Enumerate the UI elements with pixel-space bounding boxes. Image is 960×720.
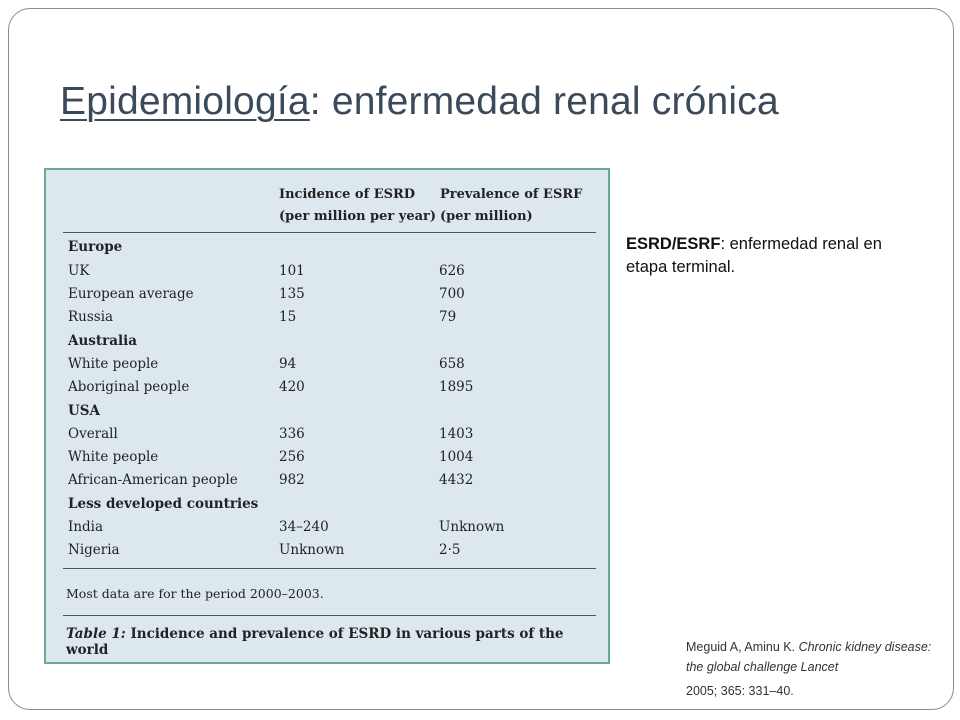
header-divider xyxy=(63,232,596,233)
row-label: Aboriginal people xyxy=(68,379,190,395)
prevalence-value: 4432 xyxy=(439,472,474,488)
ref-authors: Meguid A, Aminu K. xyxy=(686,640,799,654)
row-label: Less developed countries xyxy=(68,496,259,512)
row-label: Russia xyxy=(68,309,114,325)
prevalence-value: Unknown xyxy=(439,519,505,535)
row-label: UK xyxy=(68,263,90,279)
ref-details: 2005; 365: 331–40. xyxy=(686,684,794,698)
incidence-value: 256 xyxy=(279,449,305,465)
incidence-value: Unknown xyxy=(279,542,345,558)
header-prevalence-line1: Prevalence of ESRF xyxy=(440,187,583,202)
prevalence-value: 626 xyxy=(439,263,465,279)
caption-label: Table 1: xyxy=(66,626,126,642)
incidence-value: 94 xyxy=(279,356,297,372)
slide-title xyxy=(60,80,779,124)
row-label: Overall xyxy=(68,426,118,442)
header-incidence xyxy=(279,184,436,228)
incidence-value: 135 xyxy=(279,286,305,302)
row-label: India xyxy=(68,519,104,535)
row-label: White people xyxy=(68,449,159,465)
incidence-value: 34–240 xyxy=(279,519,329,535)
row-label: European average xyxy=(68,286,194,302)
incidence-value: 982 xyxy=(279,472,305,488)
table-footnote: Most data are for the period 2000–2003. xyxy=(66,586,324,601)
prevalence-value: 658 xyxy=(439,356,465,372)
note-definition: : enfermedad renal en etapa terminal. xyxy=(626,235,882,276)
table-bottom-divider xyxy=(63,568,596,569)
note-term: ESRD/ESRF xyxy=(626,235,721,253)
caption-divider xyxy=(63,615,596,616)
prevalence-value: 2·5 xyxy=(439,542,461,558)
row-label: USA xyxy=(68,403,100,419)
title-underlined: Epidemiología xyxy=(60,80,310,123)
ref-title: Chronic kidney disease: the global challenge Lancet xyxy=(686,640,932,674)
abbreviation-note xyxy=(626,233,886,279)
header-incidence-line1: Incidence of ESRD xyxy=(279,187,416,202)
caption-text: Incidence and prevalence of ESRD in various parts of the world xyxy=(66,626,564,658)
incidence-value: 336 xyxy=(279,426,305,442)
title-rest: : enfermedad renal crónica xyxy=(309,80,779,123)
row-label: Australia xyxy=(68,333,137,349)
prevalence-value: 1403 xyxy=(439,426,474,442)
esrd-table xyxy=(44,168,610,664)
row-label: African-American people xyxy=(68,472,238,488)
prevalence-value: 1895 xyxy=(439,379,474,395)
incidence-value: 101 xyxy=(279,263,305,279)
row-label: White people xyxy=(68,356,159,372)
prevalence-value: 79 xyxy=(439,309,457,325)
incidence-value: 15 xyxy=(279,309,297,325)
reference-citation xyxy=(686,637,950,701)
incidence-value: 420 xyxy=(279,379,305,395)
row-label: Europe xyxy=(68,239,123,255)
prevalence-value: 1004 xyxy=(439,449,474,465)
table-caption xyxy=(66,626,608,658)
prevalence-value: 700 xyxy=(439,286,465,302)
row-label: Nigeria xyxy=(68,542,120,558)
header-incidence-line2: (per million per year) xyxy=(279,209,437,224)
header-prevalence xyxy=(440,184,582,228)
header-prevalence-line2: (per million) xyxy=(440,209,533,224)
